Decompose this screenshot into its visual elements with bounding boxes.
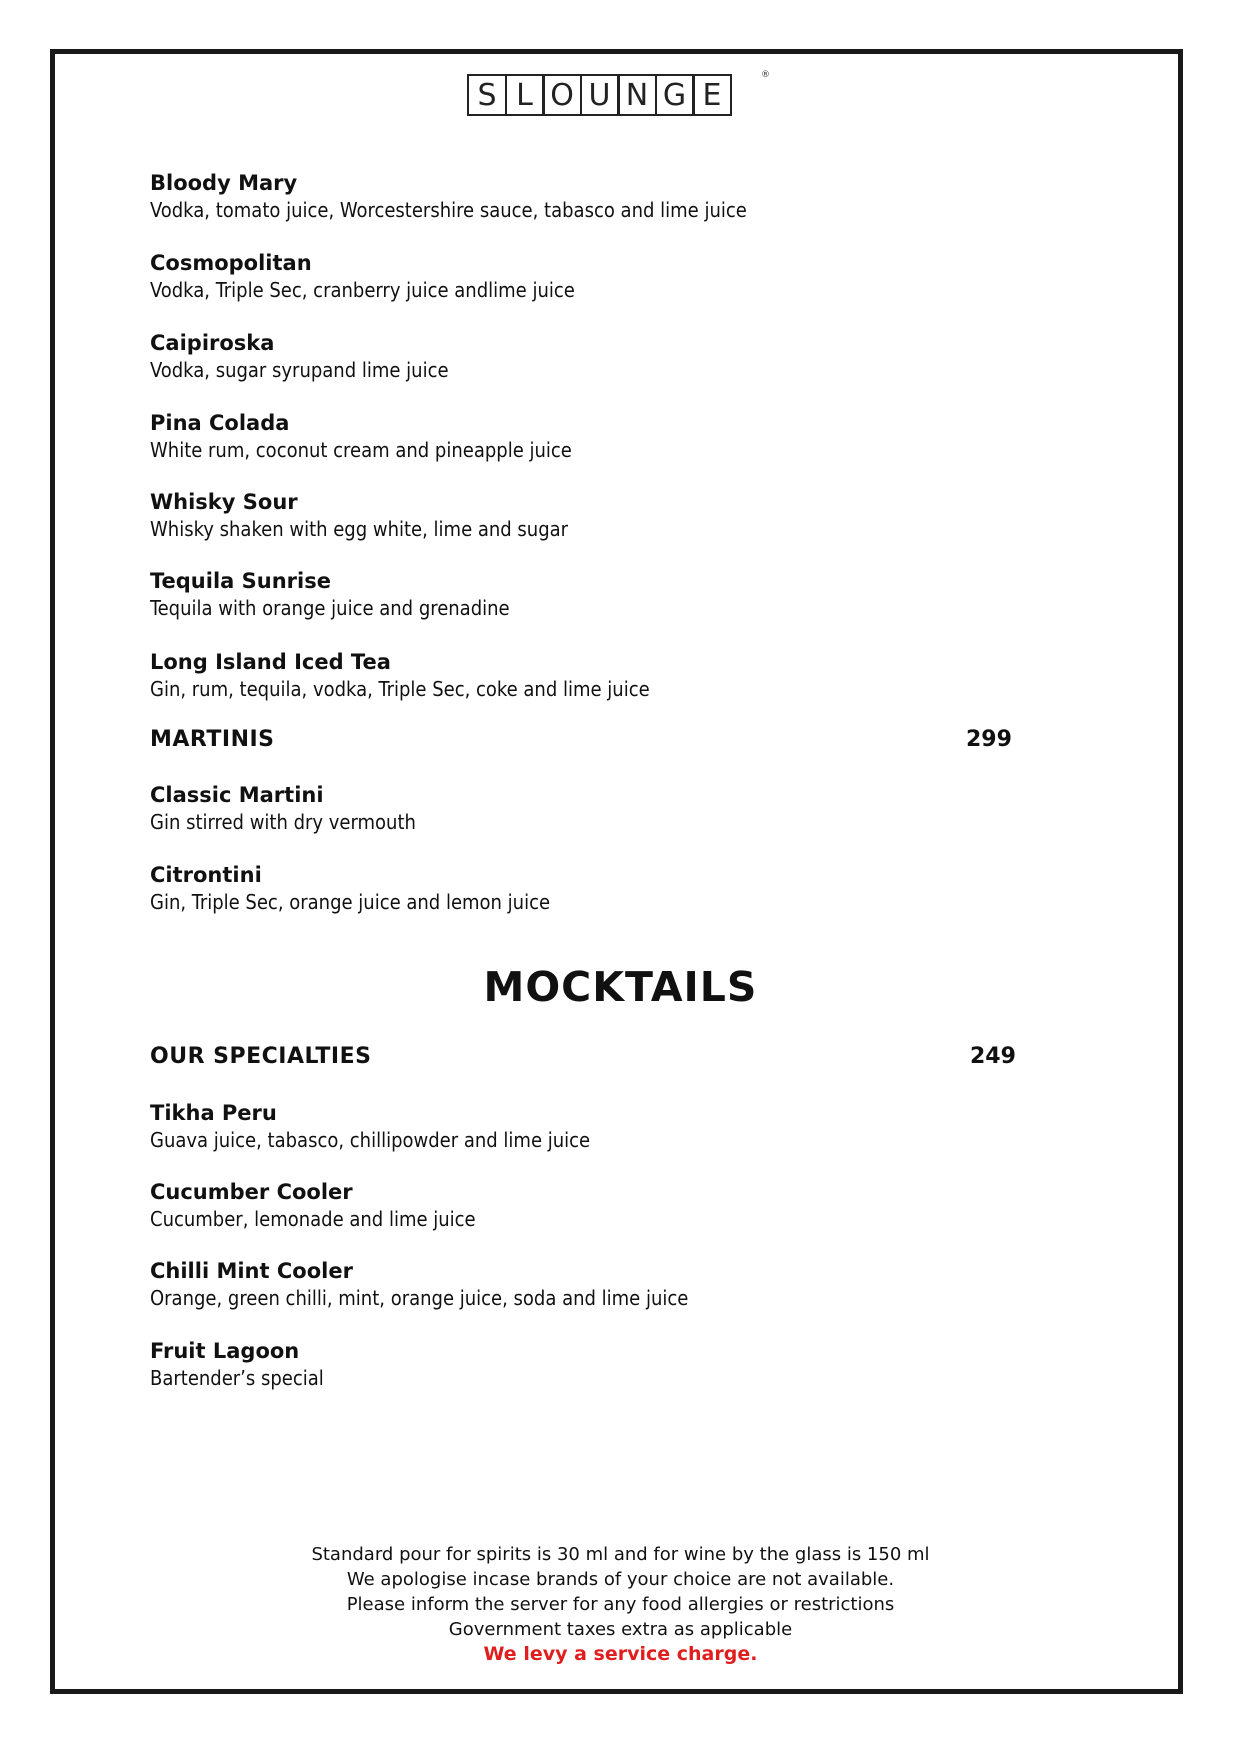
item-name: Bloody Mary bbox=[150, 171, 298, 195]
service-charge-note: We levy a service charge. bbox=[483, 1643, 758, 1665]
item-name: Tikha Peru bbox=[150, 1101, 277, 1125]
menu-item bbox=[150, 862, 550, 915]
item-description: Vodka, sugar syrupand lime juice bbox=[150, 358, 449, 382]
menu-item bbox=[150, 1258, 688, 1311]
section-title-martinis: MARTINIS bbox=[150, 727, 275, 752]
footer-line: We apologise incase brands of your choice are not available. bbox=[346, 1569, 895, 1590]
logo-letter: U bbox=[580, 74, 620, 116]
logo-letter: G bbox=[655, 74, 695, 116]
item-name: Tequila Sunrise bbox=[150, 569, 331, 593]
section-price-martinis: 299 bbox=[966, 727, 1012, 752]
menu-item bbox=[150, 250, 575, 303]
menu-item bbox=[150, 170, 747, 223]
item-name: Chilli Mint Cooler bbox=[150, 1259, 353, 1283]
logo-letter: S bbox=[467, 74, 507, 116]
item-name: Cucumber Cooler bbox=[150, 1180, 353, 1204]
item-name: Classic Martini bbox=[150, 783, 324, 807]
item-description: Tequila with orange juice and grenadine bbox=[150, 596, 510, 620]
item-description: Guava juice, tabasco, chillipowder and lime juice bbox=[150, 1128, 591, 1152]
item-description: Gin stirred with dry vermouth bbox=[150, 810, 416, 834]
slounge-logo bbox=[467, 74, 732, 116]
item-name: Long Island Iced Tea bbox=[150, 650, 391, 674]
item-description: Gin, Triple Sec, orange juice and lemon juice bbox=[150, 890, 551, 914]
menu-item bbox=[150, 1338, 324, 1391]
item-name: Citrontini bbox=[150, 863, 262, 887]
item-description: Gin, rum, tequila, vodka, Triple Sec, coke and lime juice bbox=[150, 677, 650, 701]
menu-item bbox=[150, 649, 650, 702]
menu-item bbox=[150, 1100, 590, 1153]
footer-line: Government taxes extra as applicable bbox=[448, 1619, 793, 1640]
item-name: Whisky Sour bbox=[150, 490, 298, 514]
footer-line: Please inform the server for any food allergies or restrictions bbox=[346, 1594, 895, 1615]
footer-notes bbox=[0, 1542, 1241, 1667]
menu-item bbox=[150, 410, 572, 463]
item-name: Caipiroska bbox=[150, 331, 275, 355]
menu-item bbox=[150, 568, 510, 621]
logo-letter: N bbox=[617, 74, 657, 116]
section-price-specialties: 249 bbox=[970, 1044, 1016, 1069]
menu-item bbox=[150, 489, 568, 542]
logo-letter: E bbox=[692, 74, 732, 116]
mocktails-heading: MOCKTAILS bbox=[483, 963, 758, 1011]
menu-item bbox=[150, 782, 416, 835]
logo-letter: O bbox=[542, 74, 582, 116]
item-name: Fruit Lagoon bbox=[150, 1339, 300, 1363]
item-description: Bartender’s special bbox=[150, 1366, 324, 1390]
item-name: Pina Colada bbox=[150, 411, 290, 435]
logo-letter: L bbox=[505, 74, 545, 116]
footer-line: Standard pour for spirits is 30 ml and for wine by the glass is 150 ml bbox=[311, 1544, 930, 1565]
item-name: Cosmopolitan bbox=[150, 251, 312, 275]
item-description: Vodka, tomato juice, Worcestershire sauce, tabasco and lime juice bbox=[150, 198, 747, 222]
registered-mark: ® bbox=[761, 70, 770, 80]
menu-item bbox=[150, 330, 449, 383]
item-description: Cucumber, lemonade and lime juice bbox=[150, 1207, 476, 1231]
section-title-specialties: OUR SPECIALTIES bbox=[150, 1044, 372, 1069]
item-description: Whisky shaken with egg white, lime and sugar bbox=[150, 517, 569, 541]
item-description: Orange, green chilli, mint, orange juice, soda and lime juice bbox=[150, 1286, 689, 1310]
item-description: White rum, coconut cream and pineapple juice bbox=[150, 438, 572, 462]
menu-item bbox=[150, 1179, 476, 1232]
item-description: Vodka, Triple Sec, cranberry juice andlime juice bbox=[150, 278, 575, 302]
